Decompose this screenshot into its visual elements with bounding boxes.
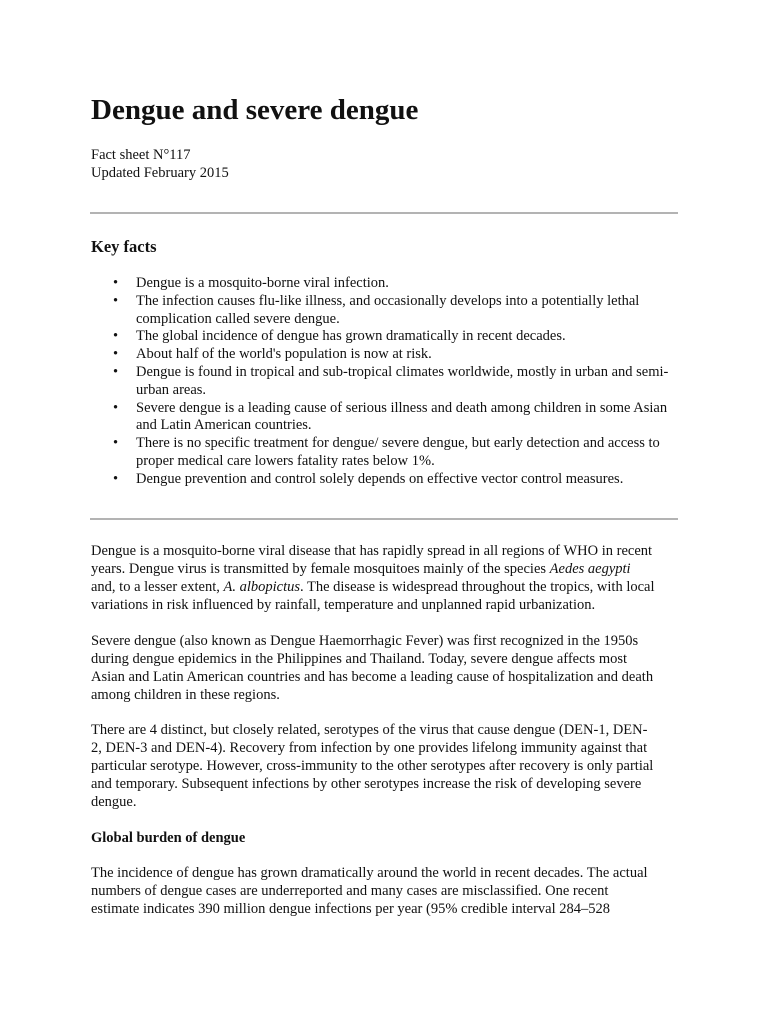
paragraph-serotypes xyxy=(91,721,679,811)
paragraph-line: Dengue is a mosquito-borne viral disease that has rapidly spread in all regions of WHO in recent xyxy=(91,543,653,559)
list-item: • The infection causes flu-like illness, and occasionally develops into a potentially lethal complication called severe dengue. xyxy=(136,293,676,329)
list-item: • About half of the world's population is now at risk. xyxy=(136,346,676,364)
paragraph-line: Asian and Latin American countries and has become a leading cause of hospitalization and death xyxy=(91,668,654,685)
paragraph-line: among children in these regions. xyxy=(91,686,280,703)
list-item: • Severe dengue is a leading cause of serious illness and death among children in some Asian and Latin American countries. xyxy=(136,400,676,436)
document-meta xyxy=(91,146,229,182)
fact-sheet-number: Fact sheet N°117 xyxy=(91,147,191,163)
line-text: . The disease is widespread throughout the tropics, with local xyxy=(300,579,655,595)
key-facts-list xyxy=(136,275,676,489)
paragraph-severe-dengue xyxy=(91,632,679,704)
line-text: years. Dengue virus is transmitted by female mosquitoes mainly of the species xyxy=(91,561,550,577)
paragraph-intro xyxy=(91,542,679,614)
updated-date: Updated February 2015 xyxy=(91,165,229,181)
page-title: Dengue and severe dengue xyxy=(91,94,419,126)
paragraph-line xyxy=(91,578,679,596)
divider-top xyxy=(90,212,678,214)
list-item: • Dengue prevention and control solely depends on effective vector control measures. xyxy=(136,471,676,489)
article-body xyxy=(91,542,679,935)
paragraph-line: estimate indicates 390 million dengue infections per year (95% credible interval 284–528 xyxy=(91,900,611,917)
list-item: • Dengue is a mosquito-borne viral infection. xyxy=(136,275,676,293)
list-item: • There is no specific treatment for dengue/ severe dengue, but early detection and access to proper medical care lowers fatality rates below 1%. xyxy=(136,435,676,471)
species-name-albopictus: A. albopictus xyxy=(223,579,300,595)
paragraph-line: and temporary. Subsequent infections by other serotypes increase the risk of developing severe xyxy=(91,776,642,792)
paragraph-line: dengue. xyxy=(91,794,137,810)
global-burden-heading: Global burden of dengue xyxy=(91,829,246,846)
divider-bottom xyxy=(90,518,678,520)
paragraph-line: numbers of dengue cases are underreported and many cases are misclassified. One recent xyxy=(91,882,609,899)
paragraph-line: particular serotype. However, cross-immunity to the other serotypes after recovery is only partial xyxy=(91,758,654,774)
paragraph-line: 2, DEN-3 and DEN-4). Recovery from infection by one provides lifelong immunity against that xyxy=(91,740,648,756)
paragraph-line: variations in risk influenced by rainfall, temperature and unplanned rapid urbanization. xyxy=(91,597,596,613)
list-item: • Dengue is found in tropical and sub-tropical climates worldwide, mostly in urban and semi-urban areas. xyxy=(136,364,676,400)
line-text: and, to a lesser extent, xyxy=(91,579,224,595)
paragraph-line xyxy=(91,560,679,578)
paragraph-incidence xyxy=(91,864,679,918)
paragraph-line: There are 4 distinct, but closely related, serotypes of the virus that cause dengue (DEN-1, DEN- xyxy=(91,722,648,738)
key-facts-heading: Key facts xyxy=(91,237,157,256)
list-item: • The global incidence of dengue has grown dramatically in recent decades. xyxy=(136,328,676,346)
paragraph-line: The incidence of dengue has grown dramatically around the world in recent decades. The actual xyxy=(91,864,648,881)
species-name-aedes: Aedes aegypti xyxy=(549,561,631,577)
paragraph-line: Severe dengue (also known as Dengue Haemorrhagic Fever) was first recognized in the 1950s xyxy=(91,632,639,649)
paragraph-line: during dengue epidemics in the Philippines and Thailand. Today, severe dengue affects most xyxy=(91,650,628,667)
